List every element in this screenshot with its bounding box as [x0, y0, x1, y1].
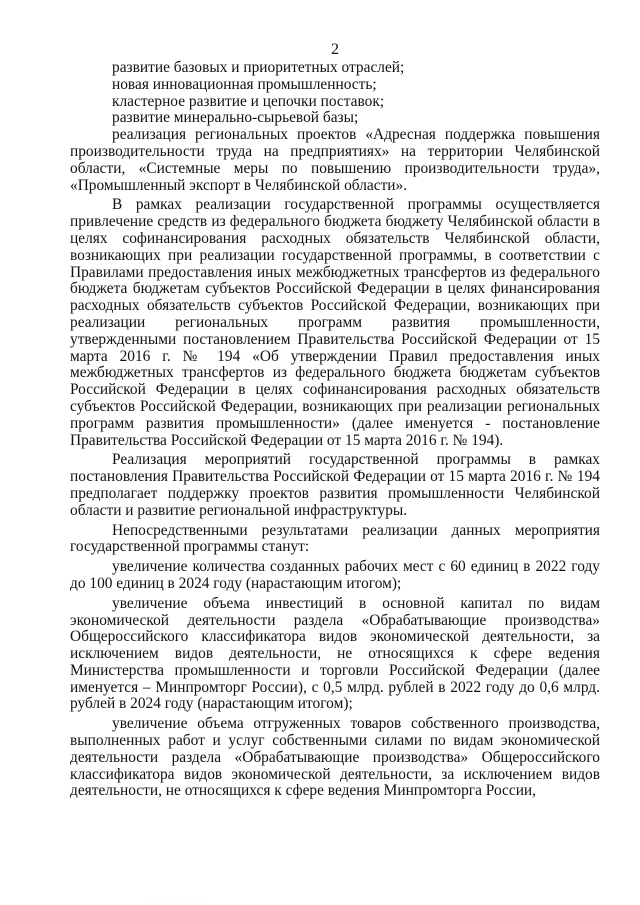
document-page	[70, 0, 600, 905]
paragraph: увеличение объема отгруженных товаров собственного производства, выполненных работ и услуг собственными силами по видам экономической деятельности раздела «Обрабатывающие производства» Общероссийского классификатора видов экономической деятельности, за исключением видов деятельности, не относящихся к сфере ведения Минпромторга России,	[70, 715, 600, 800]
paragraph: Непосредственными результатами реализации данных мероприятия государственной программы станут:	[70, 521, 600, 556]
paragraph: Реализация мероприятий государственной программы в рамках постановления Правительства Российской Федерации от 15 марта 2016 г. № 194 предполагает поддержку проектов развития промышленности Челябинской области и развитие региональной инфраструктуры.	[70, 451, 600, 519]
scan-artifact: · · · · · · · · · ·	[150, 896, 203, 902]
paragraph: реализация региональных проектов «Адресная поддержка повышения производительности труда на предприятиях» на территории Челябинской области, «Системные меры по повышению производительности труда», «Промышленный экспорт в Челябинской области».	[70, 126, 600, 194]
paragraph: увеличение количества созданных рабочих мест с 60 единиц в 2022 году до 100 единиц в 2024 году (нарастающим итогом);	[70, 558, 600, 592]
paragraph: развитие базовых и приоритетных отраслей;	[112, 59, 405, 76]
paragraph: увеличение объема инвестиций в основной капитал по видам экономической деятельности раздела «Обрабатывающие производства» Общероссийского классификатора видов экономической деятельности, за исключением видов деятельности, не относящихся к сфере ведения Министерства промышленности и торговли Российской Федерации (далее именуется – Минпромторг России), с 0,5 млрд. рублей в 2022 году до 0,6 млрд. рублей в 2024 году (нарастающим итогом);	[70, 594, 600, 713]
paragraph: развитие минерально-сырьевой базы;	[112, 109, 359, 127]
paragraph: кластерное развитие и цепочки поставок;	[112, 92, 385, 110]
paragraph: В рамках реализации государственной программы осуществляется привлечение средств из федерального бюджета бюджету Челябинской области в целях софинансирования расходных обязательств Челябинской области, возникающих при реализации государственной программы, в соответствии с Правилами предоставления иных межбюджетных трансфертов из федерального бюджета бюджетам субъектов Российской Федерации в целях финансирования расходных обязательств субъектов Российской Федерации, возникающих при реализации региональных программ развития промышленности, утвержденными постановлением Правительства Российской Федерации от 15 марта 2016 г. № 194 «Об утверждении Правил предоставления иных межбюджетных трансфертов из федерального бюджета бюджетам субъектов Российской Федерации в целях софинансирования расходных обязательств субъектов Российской Федерации, возникающих при реализации региональных программ развития промышленности» (далее именуется - постановление Правительства Российской Федерации от 15 марта 2016 г. № 194).	[70, 196, 600, 449]
document-body	[70, 60, 600, 800]
paragraph: новая инновационная промышленность;	[112, 75, 377, 93]
page-number: 2	[331, 41, 339, 58]
